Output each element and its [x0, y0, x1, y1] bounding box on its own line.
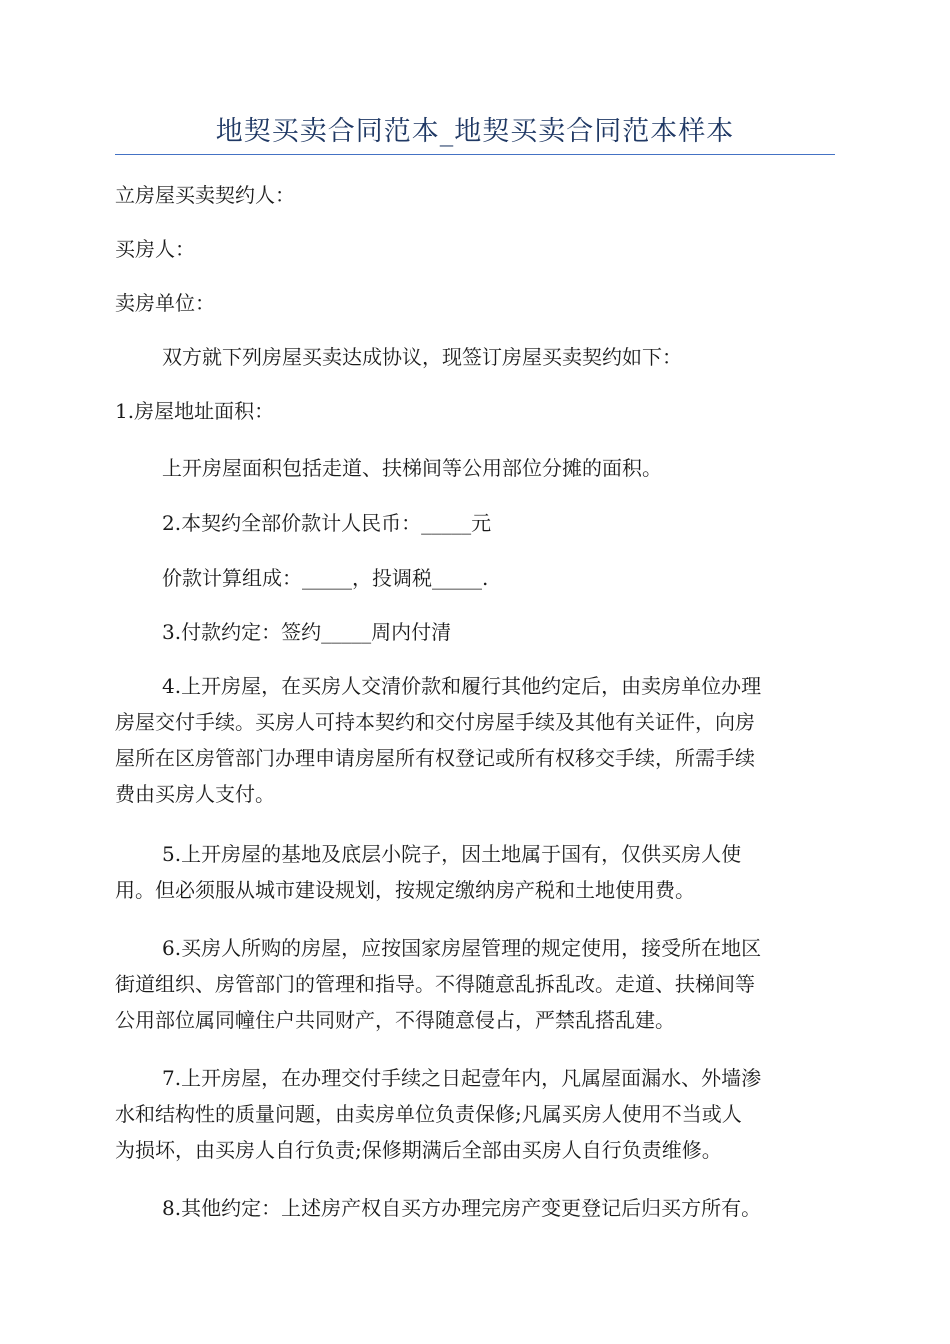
- paragraph-line: 街道组织、房管部门的管理和指导。不得随意乱拆乱改。走道、扶梯间等: [115, 972, 755, 996]
- paragraph-clause-4: [115, 668, 835, 812]
- paragraph-line: 7.上开房屋，在办理交付手续之日起壹年内，凡属屋面漏水、外墙渗: [162, 1066, 762, 1090]
- paragraph-line: 公用部位属同幢住户共同财产，不得随意侵占，严禁乱搭乱建。: [115, 1008, 675, 1032]
- paragraph-line: 房屋交付手续。买房人可持本契约和交付房屋手续及其他有关证件，向房: [115, 710, 755, 734]
- paragraph-seller-unit: 卖房单位：: [115, 291, 215, 315]
- paragraph-buyer: 买房人：: [115, 237, 195, 261]
- paragraph-area-note: 上开房屋面积包括走道、扶梯间等公用部位分摊的面积。: [162, 456, 662, 480]
- paragraph-clause-3: 3.付款约定：签约_____周内付清: [162, 620, 452, 644]
- paragraph-line: 用。但必须服从城市建设规划，按规定缴纳房产税和土地使用费。: [115, 878, 695, 902]
- title-underline: [115, 154, 835, 155]
- paragraph-clause-5: [115, 836, 835, 908]
- paragraph-price-composition: 价款计算组成：_____，投调税_____.: [162, 566, 489, 590]
- paragraph-contract-parties: 立房屋买卖契约人：: [115, 183, 295, 207]
- document-title: 地契买卖合同范本_地契买卖合同范本样本: [215, 116, 735, 147]
- paragraph-clause-2: 2.本契约全部价款计人民币：_____元: [162, 511, 492, 535]
- paragraph-clause-6: [115, 930, 835, 1038]
- paragraph-line: 屋所在区房管部门办理申请房屋所有权登记或所有权移交手续，所需手续: [115, 746, 755, 770]
- paragraph-agreement-intro: 双方就下列房屋买卖达成协议，现签订房屋买卖契约如下：: [162, 345, 682, 369]
- paragraph-clause-7: [115, 1060, 835, 1168]
- paragraph-line: 费由买房人支付。: [115, 782, 275, 806]
- paragraph-line: 为损坏，由买房人自行负责;保修期满后全部由买房人自行负责维修。: [115, 1138, 722, 1162]
- paragraph-line: 水和结构性的质量问题，由卖房单位负责保修;凡属买房人使用不当或人: [115, 1102, 742, 1126]
- paragraph-line: 5.上开房屋的基地及底层小院子，因土地属于国有，仅供买房人使: [162, 842, 742, 866]
- paragraph-clause-1: 1.房屋地址面积：: [115, 399, 275, 423]
- paragraph-clause-8: 8.其他约定：上述房产权自买方办理完房产变更登记后归买方所有。: [162, 1196, 762, 1220]
- paragraph-line: 6.买房人所购的房屋，应按国家房屋管理的规定使用，接受所在地区: [162, 936, 762, 960]
- paragraph-line: 4.上开房屋，在买房人交清价款和履行其他约定后，由卖房单位办理: [162, 674, 762, 698]
